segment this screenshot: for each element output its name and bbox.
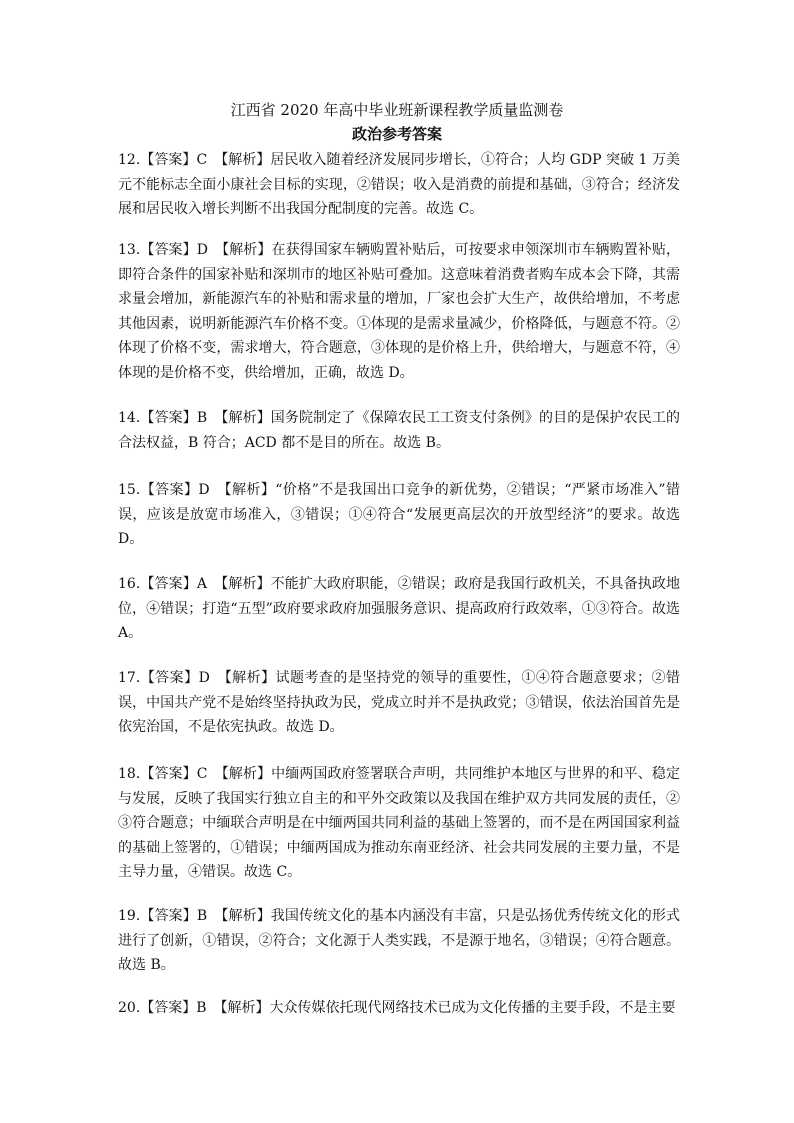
answer-item-18: 18.【答案】C 【解析】中缅两国政府签署联合声明，共同维护本地区与世界的和平、稳定与发展，反映了我国实行独立自主的和平外交政策以及我国在维护双方共同发展的责任，②③符合题意；中缅联合声明是在中缅两国共同利益的基础上签署的，而不是在两国国家利益的基础上签署的，①错误；中缅两国成为推动东南亚经济、社会共同发展的主要力量，不是主导力量，④错误。故选 C。	[118, 766, 680, 880]
document-title: 江西省 2020 年高中毕业班新课程教学质量监测卷	[230, 101, 564, 119]
answer-item-17: 17.【答案】D 【解析】试题考查的是坚持党的领导的重要性，①④符合题意要求；②错误，中国共产党不是始终坚持执政为民，党成立时并不是执政党；③错误，依法治国首先是依宪治国，不是依宪执政。故选 D。	[118, 670, 680, 735]
answer-item-13: 13.【答案】D 【解析】在获得国家车辆购置补贴后，可按要求申领深圳市车辆购置补贴，即符合条件的国家补贴和深圳市的地区补贴可叠加。这意味着消费者购车成本会下降，其需求量会增加，新能源汽车的补贴和需求量的增加，厂家也会扩大生产，故供给增加，不考虑其他因素，说明新能源汽车价格不变。①体现的是需求量减少，价格降低，与题意不符。②体现了价格不变，需求增大，符合题意，③体现的是价格上升，供给增大，与题意不符，④体现的是价格不变，供给增加，正确，故选 D。	[118, 242, 680, 381]
answer-item-14: 14.【答案】B 【解析】国务院制定了《保障农民工工资支付条例》的目的是保护农民工的合法权益，B 符合；ACD 都不是目的所在。故选 B。	[118, 410, 680, 451]
document-subtitle: 政治参考答案	[351, 125, 442, 143]
answer-item-20: 20.【答案】B 【解析】大众传媒依托现代网络技术已成为文化传播的主要手段，不是主要	[118, 1000, 676, 1016]
answer-item-15: 15.【答案】D 【解析】“价格”不是我国出口竞争的新优势，②错误；“严紧市场准入”错误，应该是放宽市场准入，③错误；①④符合“发展更高层次的开放型经济”的要求。故选 D。	[118, 482, 680, 547]
answer-item-16: 16.【答案】A 【解析】不能扩大政府职能，②错误；政府是我国行政机关，不具备执政地位，④错误；打造“五型”政府要求政府加强服务意识、提高政府行政效率，①③符合。故选 A。	[118, 576, 680, 641]
answer-item-19: 19.【答案】B 【解析】我国传统文化的基本内涵没有丰富，只是弘扬优秀传统文化的形式进行了创新，①错误，②符合；文化源于人类实践，不是源于地名，③错误；④符合题意。故选 B。	[118, 908, 680, 973]
answer-item-12: 12.【答案】C 【解析】居民收入随着经济发展同步增长，①符合；人均 GDP 突破 1 万美元不能标志全面小康社会目标的实现，②错误；收入是消费的前提和基础，③符合；经济发展和居民收入增长判断不出我国分配制度的完善。故选 C。	[118, 152, 680, 217]
